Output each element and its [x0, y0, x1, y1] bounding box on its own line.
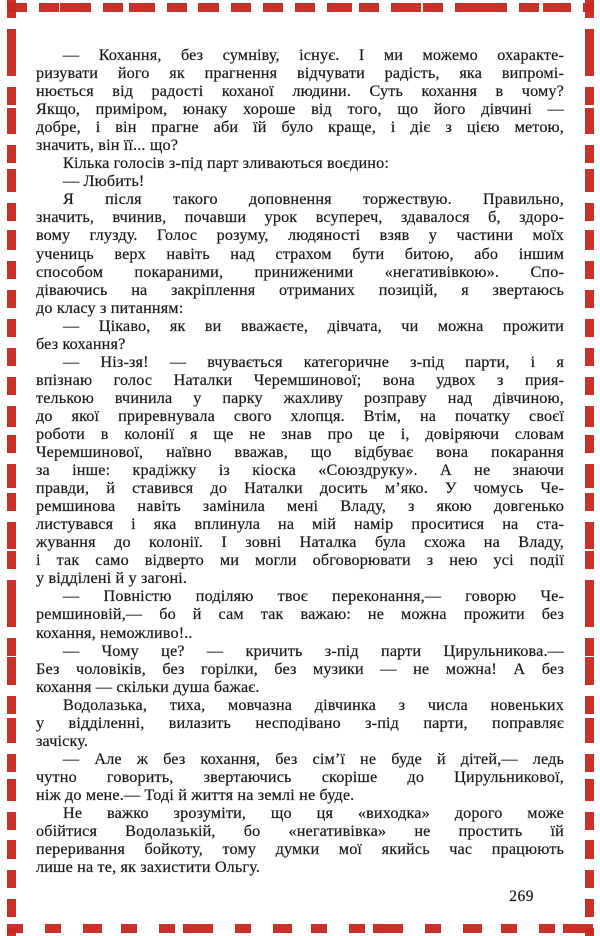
text-line: вому глузду. Голос розуму, людяності взяв у частини моїх: [36, 226, 564, 245]
text-line: телькою вчинила у парку жахливу розправу над дівчиною,: [36, 388, 564, 407]
text-line: — Чому це? — кричить з-під парти Цирульникова.—: [63, 641, 564, 660]
text-line: переривання бойкоту, тому думки мої якийсь час працюють: [36, 840, 564, 859]
text-line: Без чоловіків, без горілки, без музики — не можна! А без: [36, 659, 564, 678]
text-line: значить, він її... що?: [36, 136, 179, 155]
text-line: добре, і він прагне аби їй було краще, і діє з цією метою,: [36, 118, 564, 137]
text-line: ремшинова навіть замінила мені Владу, з якою довгенько: [36, 497, 564, 516]
text-line: Кілька голосів з-під парт зливаються воєдино:: [63, 154, 389, 173]
text-line: Не важко зрозуміти, що ця «виходка» дорого може: [63, 803, 564, 822]
text-line: впізнаю голос Наталки Черемшинової; вона удвох з прия-: [36, 370, 564, 389]
text-line: — Але ж без кохання, без сім’ї не буде й дітей,— ледь: [63, 749, 564, 768]
text-line: значить, вчинив, почавши урок всупереч, здавалося б, здоро-: [36, 208, 564, 227]
text-line: зачіску.: [36, 731, 89, 750]
red-edge-marks-bottom: [7, 924, 594, 933]
text-line: — Любить!: [63, 172, 145, 191]
red-edge-marks-top: [7, 3, 594, 12]
text-block: [36, 46, 564, 876]
text-line: — Кохання, без сумніву, існує. І ми можемо охаракте-: [63, 46, 564, 64]
text-line: кохання — скільки душа бажає.: [36, 677, 260, 696]
text-line: — Цікаво, як ви вважаєте, дівчата, чи можна прожити: [63, 316, 564, 335]
text-line: у відділені й у загоні.: [36, 569, 188, 588]
text-line: Якщо, приміром, юнаку хороше від того, що його дівчині —: [36, 100, 564, 119]
text-line: — Повністю поділяю твоє переконання,— говорю Че-: [63, 587, 564, 606]
text-line: ремшиновій,— бо й сам так важаю: не можна прожити без: [36, 605, 564, 624]
text-line: Черемшинової, наївно вважав, що відбуває вона покарання: [36, 443, 564, 462]
text-line: листувався і яка вплинула на мій намір проситися на ста-: [36, 515, 564, 534]
text-line: за інше: крадіжку із кіоска «Союздруку». А не знаючи: [36, 461, 564, 480]
red-edge-marks-left: [7, 0, 16, 936]
text-line: Я після такого доповнення торжествую. Правильно,: [63, 190, 564, 209]
text-line: і так само відверто ми могли обговорювати з нею усі події: [36, 551, 564, 570]
red-edge-marks-right: [585, 0, 594, 936]
text-line: способом покараними, приниженими «негативівкою». Спо-: [36, 262, 564, 281]
text-line: у відділенні, вилазить несподівано з-під парти, поправляє: [36, 713, 564, 732]
text-line: — Ніз-зя! — вчувається категоричне з-під парти, і я: [63, 352, 564, 371]
text-line: до класу з питанням:: [36, 298, 184, 317]
text-line: ніж до мене.— Тоді й життя на землі не буде.: [36, 785, 355, 804]
text-line: кохання, неможливо!..: [36, 623, 193, 642]
text-line: до якої приревнувала свого хлопця. Втім, на початку своєї: [36, 406, 564, 425]
text-line: учениць верх навіть над страхом бути битою, або іншим: [36, 244, 564, 263]
text-line: чутно говорить, звертаючись скоріше до Цирульникової,: [36, 767, 564, 786]
text-line: правди, й ставився до Наталки досить м’яко. У чомусь Че-: [36, 479, 564, 498]
text-line: діваючись на закріплення отриманих позицій, я звертаюсь: [36, 280, 564, 299]
text-line: жування до колонії. І зовні Наталка була схожа на Владу,: [36, 533, 564, 552]
text-line: без кохання?: [36, 334, 126, 353]
text-line: ризувати його як прагнення відчувати радість, яка випромі-: [36, 64, 564, 83]
text-line: обійтися Водолазькій, бо «негативівка» не простить їй: [36, 822, 564, 841]
text-line: Водолазька, тиха, мовчазна дівчинка з числа новеньких: [63, 695, 564, 714]
text-line: роботи в колонії я ще не знав про це і, довіряючи словам: [36, 424, 564, 443]
text-line: лише на те, як захистити Ольгу.: [36, 858, 261, 877]
page-number: 269: [509, 888, 534, 905]
text-line: нюється від радості коханої людини. Суть кохання в чому?: [36, 82, 564, 101]
